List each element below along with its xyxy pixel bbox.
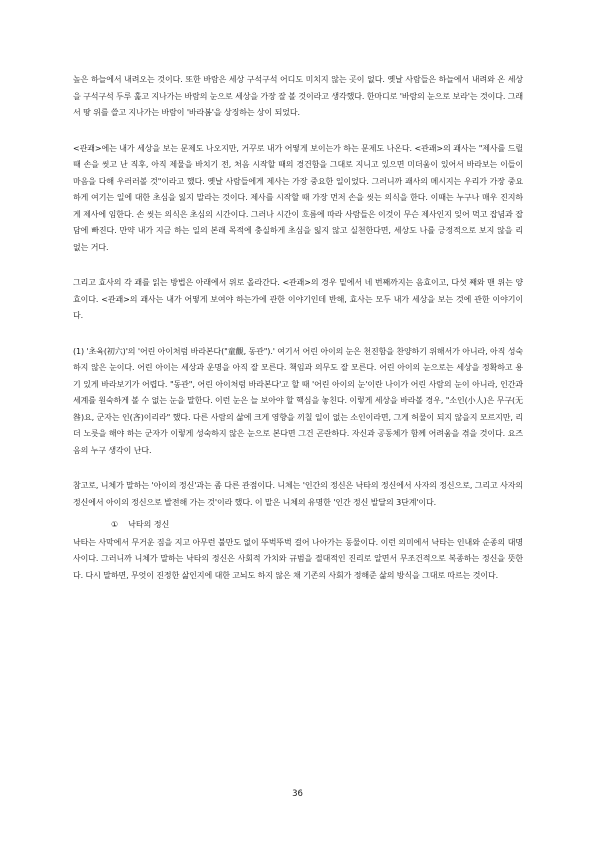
body-text [73, 72, 523, 603]
paragraph-line-reading-order: 그리고 효사의 각 괘를 읽는 방법은 아래에서 위로 올라간다. <관괘>의 경우 밑에서 네 번째까지는 음효이고, 다섯 째와 맨 위는 양효이다. <관괘>의 괘사는 내가 어떻게 보여야 하는가에 관한 이야기인데 반해, 효사는 모두 내가 세상을 보는 것에 관한 이야기이다. [73, 278, 523, 320]
paragraph-wind-gaze: 높은 하늘에서 내려오는 것이다. 또한 바람은 세상 구석구석 어디도 미치지 않는 곳이 없다. 옛날 사람들은 하늘에서 내려와 온 세상을 구석구석 두루 훑고 지나가는 바람의 눈으로 세상을 가장 잘 볼 것이라고 생각했다. 한마디로 '바람의 눈으로 보라'는 것이다. 그래서 땅 위를 쓸고 지나가는 바람이 '바라봄'을 상징하는 상이 되었다. [73, 75, 523, 117]
paragraph-nietzsche-reference: 참고로, 니체가 말하는 '아이의 정신'과는 좀 다른 관점이다. 니체는 '인간의 정신은 낙타의 정신에서 사자의 정신으로, 그리고 사자의 정신에서 아이의 정신으로 발전해 가는 것'이라 했다. 이 말은 니체의 유명한 '인간 정신 발달의 3단계'이다. [73, 481, 523, 507]
paragraph-gwan-hexagram-judgment: <관괘>에는 내가 세상을 보는 문제도 나오지만, 거꾸로 내가 어떻게 보이는가 하는 문제도 나온다. <관괘>의 괘사는 "제사를 드릴 때 손을 씻고 난 직후, 아직 제물을 바치기 전, 처음 시작할 때의 경건함을 그대로 지니고 있으면 미더움이 있어서 바라보는 이들이 마음을 다해 우러러볼 것"이라고 했다. 옛날 사람들에게 제사는 가장 중요한 일이었다. 그러니까 괘사의 메시지는 우리가 가장 중요하게 여기는 일에 대한 초심을 잃지 말라는 것이다. 제사를 시작할 때 가장 먼저 손을 씻는 의식을 한다. 이때는 누구나 매우 진지하게 제사에 임한다. 손 씻는 의식은 초심의 시간이다. 그러나 시간이 흐름에 따라 사람들은 이것이 무슨 제사인지 잊어 먹고 잡념과 잡담에 빠진다. 만약 내가 지금 하는 일의 본래 목적에 충실하게 초심을 잃지 않고 실천한다면, 세상도 나를 긍정적으로 보지 않을 리 없는 거다. [73, 143, 523, 252]
subheading-camel-spirit [73, 517, 523, 534]
subheading-label: 낙타의 정신 [128, 520, 170, 529]
page-number: 36 [292, 789, 303, 799]
paragraph-camel-spirit: 낙타는 사막에서 무거운 짐을 지고 아무런 불만도 없이 뚜벅뚜벅 걸어 나아가는 동물이다. 이런 의미에서 낙타는 인내와 순종의 대명사이다. 그러니까 니체가 말하는 낙타의 정신은 사회적 가치와 규범을 절대적인 진리로 알면서 무조건적으로 복종하는 정신을 뜻한다. 다시 말하면, 무엇이 진정한 삶인지에 대한 고뇌도 하지 않은 채 기존의 사회가 정해준 삶의 방식을 그대로 따르는 것이다. [73, 537, 523, 580]
paragraph-child-like-view: (1) '초육(初六)'의 '어린 아이처럼 바라본다("童觀, 동관").' 여기서 어린 아이의 눈은 천진함을 찬양하기 위해서가 아니라, 아직 성숙하지 않은 눈이다. 어린 아이는 세상과 운명을 아직 잘 모른다. 책임과 의무도 잘 모른다. 어린 아이의 눈으로는 세상을 정확하고 용기 있게 바라보기가 어렵다. "동관", 어린 아이처럼 바라본다'고 할 때 '어린 아이의 눈'이란 나이가 어린 사람의 눈이 아니라, 인간과 세계를 원숙하게 볼 수 없는 눈을 말한다. 이런 눈은 늘 보아야 할 핵심을 놓친다. 이렇게 세상을 바라볼 경우, "소인(小人)은 무구(无咎)요, 군자는 인(吝)이리라" 했다. 다른 사람의 삶에 크게 영향을 끼칠 일이 없는 소인이라면, 그게 허물이 되지 않을지 모르지만, 리더 노릇을 해야 하는 군자가 이렇게 성숙하지 않은 눈으로 본다면 그건 곤란하다. 자신과 공동체가 함께 어려움을 겪을 것이다. 요즈음의 누구 생각이 난다. [73, 346, 523, 455]
subheading-number: ① [111, 520, 119, 529]
